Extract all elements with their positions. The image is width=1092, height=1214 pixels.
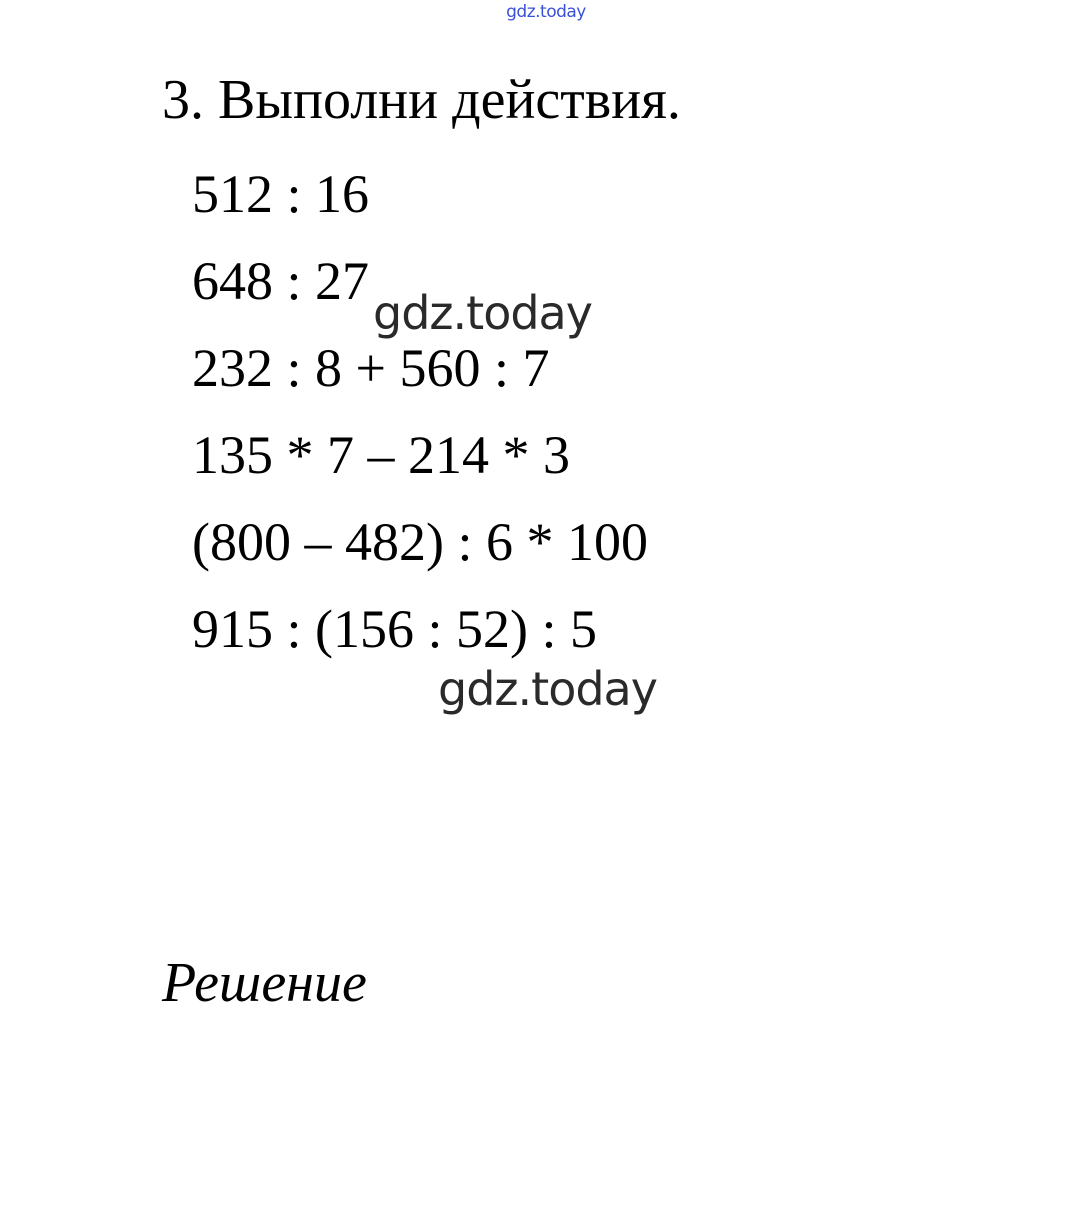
expression-1: 512 : 16: [192, 164, 370, 224]
expression-2: 648 : 27: [192, 251, 370, 311]
expression-4: 135 * 7 – 214 * 3: [192, 425, 570, 485]
expression-6: 915 : (156 : 52) : 5: [192, 599, 597, 659]
expression-5: (800 – 482) : 6 * 100: [192, 512, 648, 572]
top-watermark: gdz.today: [506, 2, 586, 22]
middle-watermark: gdz.today: [373, 286, 592, 340]
expression-3: 232 : 8 + 560 : 7: [192, 338, 550, 398]
solution-heading: Решение: [162, 952, 367, 1014]
lower-watermark: gdz.today: [438, 662, 657, 716]
task-title: 3. Выполни действия.: [162, 69, 681, 131]
